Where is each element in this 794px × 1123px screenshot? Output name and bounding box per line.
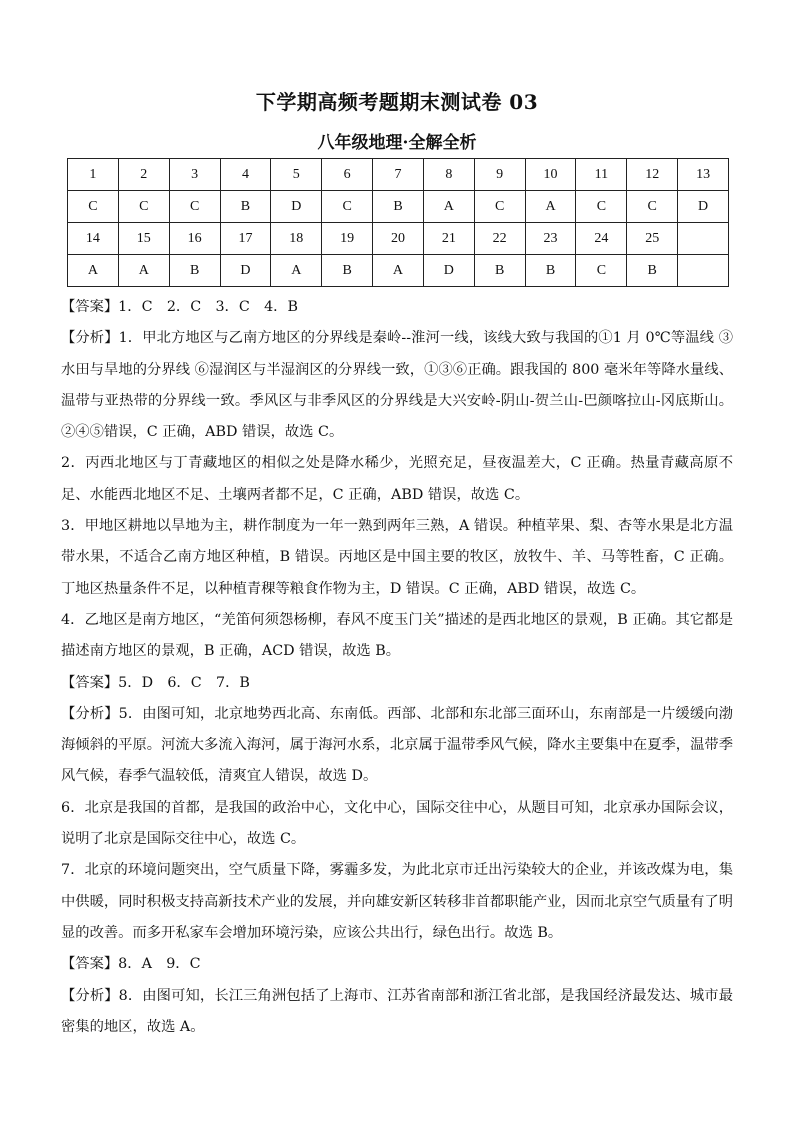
answer-cell: A [271, 255, 322, 287]
analysis-paragraph: 3．甲地区耕地以旱地为主，耕作制度为一年一熟到两年三熟，A 错误。种植苹果、梨、杏等水果是北方温带水果，不适合乙南方地区种植，B 错误。丙地区是中国主要的牧区，放牧牛、羊、马等牲畜，C 正确。丁地区热量条件不足，以种植青稞等粮食作物为主，D 错误。C 正确，ABD 错误，故选 C。 [61, 518, 733, 597]
answer-cell: C [576, 191, 627, 223]
question-number-cell: 11 [576, 159, 627, 191]
answer-cell: B [627, 255, 678, 287]
question-number-cell: 5 [271, 159, 322, 191]
answer-cell: B [169, 255, 220, 287]
question-number-cell [678, 223, 729, 255]
answer-cell: B [322, 255, 373, 287]
answer-cell: A [525, 191, 576, 223]
question-number-cell: 9 [474, 159, 525, 191]
answer-cell: C [322, 191, 373, 223]
analysis-text [61, 292, 733, 1043]
answer-cell: A [118, 255, 169, 287]
question-number-cell: 23 [525, 223, 576, 255]
question-number-cell: 16 [169, 223, 220, 255]
answer-row [68, 191, 729, 223]
question-number-row [68, 223, 729, 255]
document-title: 下学期高频考题期末测试卷 03 [255, 90, 539, 114]
analysis-paragraph: 2．丙西北地区与丁青藏地区的相似之处是降水稀少，光照充足，昼夜温差大，C 正确。热量青藏高原不足、水能西北地区不足、土壤两者都不足，C 正确，ABD 错误，故选 C。 [61, 455, 733, 503]
answer-cell: B [525, 255, 576, 287]
answer-cell: B [474, 255, 525, 287]
answer-table [67, 158, 729, 287]
question-number-cell: 18 [271, 223, 322, 255]
answer-cell: C [474, 191, 525, 223]
answer-cell [678, 255, 729, 287]
question-number-cell: 15 [118, 223, 169, 255]
answer-cell: C [68, 191, 119, 223]
question-number-cell: 4 [220, 159, 271, 191]
answer-cell: D [220, 255, 271, 287]
answer-row [68, 255, 729, 287]
question-number-cell: 1 [68, 159, 119, 191]
question-number-cell: 7 [373, 159, 424, 191]
question-number-cell: 24 [576, 223, 627, 255]
answer-cell: A [68, 255, 119, 287]
question-number-cell: 3 [169, 159, 220, 191]
answer-line: 【答案】8．A 9．C [61, 956, 201, 973]
question-number-cell: 12 [627, 159, 678, 191]
analysis-paragraph: 【分析】5．由图可知，北京地势西北高、东南低。西部、北部和东北部三面环山，东南部是一片缓缓向渤海倾斜的平原。河流大多流入海河，属于海河水系，北京属于温带季风气候，降水主要集中在夏季，温带季风气候，春季气温较低，清爽宜人错误，故选 D。 [61, 705, 733, 785]
analysis-paragraph: 7．北京的环境问题突出，空气质量下降，雾霾多发，为此北京市迁出污染较大的企业，并该改煤为电，集中供暖，同时积极支持高新技术产业的发展，并向雄安新区转移非首都职能产业，因而北京空气质量有了明显的改善。而多开私家车会增加环境污染，应该公共出行，绿色出行。故选 B。 [61, 862, 733, 941]
question-number-cell: 21 [423, 223, 474, 255]
answer-cell: A [423, 191, 474, 223]
answer-cell: A [373, 255, 424, 287]
question-number-cell: 14 [68, 223, 119, 255]
question-number-cell: 17 [220, 223, 271, 255]
answer-cell: C [576, 255, 627, 287]
question-number-row [68, 159, 729, 191]
question-number-cell: 25 [627, 223, 678, 255]
answer-cell: D [271, 191, 322, 223]
question-number-cell: 20 [373, 223, 424, 255]
document-subtitle: 八年级地理·全解全析 [317, 133, 477, 153]
analysis-paragraph: 【分析】8．由图可知，长江三角洲包括了上海市、江苏省南部和浙江省北部，是我国经济最发达、城市最密集的地区，故选 A。 [61, 987, 733, 1035]
answer-cell: B [220, 191, 271, 223]
analysis-paragraph: 【分析】1．甲北方地区与乙南方地区的分界线是秦岭--淮河一线，该线大致与我国的①1 月 0℃等温线 ③水田与旱地的分界线 ⑥湿润区与半湿润区的分界线一致，①③⑥正确。跟我国的 800 毫米年等降水量线、温带与亚热带的分界线一致。季风区与非季风区的分界线是大兴安岭-阴山-贺兰山-巴颜喀拉山-冈底斯山。②④⑤错误，C 正确，ABD 错误，故选 C。 [61, 330, 733, 441]
answer-line: 【答案】1．C 2．C 3．C 4．B [61, 299, 298, 315]
answer-cell: D [423, 255, 474, 287]
analysis-paragraph: 6．北京是我国的首都，是我国的政治中心，文化中心，国际交往中心，从题目可知，北京承办国际会议，说明了北京是国际交往中心，故选 C。 [61, 799, 733, 848]
question-number-cell: 2 [118, 159, 169, 191]
answer-cell: C [169, 191, 220, 223]
question-number-cell: 22 [474, 223, 525, 255]
question-number-cell: 10 [525, 159, 576, 191]
answer-cell: C [118, 191, 169, 223]
answer-cell: D [678, 191, 729, 223]
question-number-cell: 8 [423, 159, 474, 191]
analysis-paragraph: 4．乙地区是南方地区，“羌笛何须怨杨柳，春风不度玉门关”描述的是西北地区的景观，B 正确。其它都是描述南方地区的景观，B 正确，ACD 错误，故选 B。 [61, 611, 733, 660]
answer-cell: B [373, 191, 424, 223]
answer-cell: C [627, 191, 678, 223]
question-number-cell: 6 [322, 159, 373, 191]
question-number-cell: 13 [678, 159, 729, 191]
answer-line: 【答案】5．D 6．C 7．B [61, 674, 250, 691]
question-number-cell: 19 [322, 223, 373, 255]
